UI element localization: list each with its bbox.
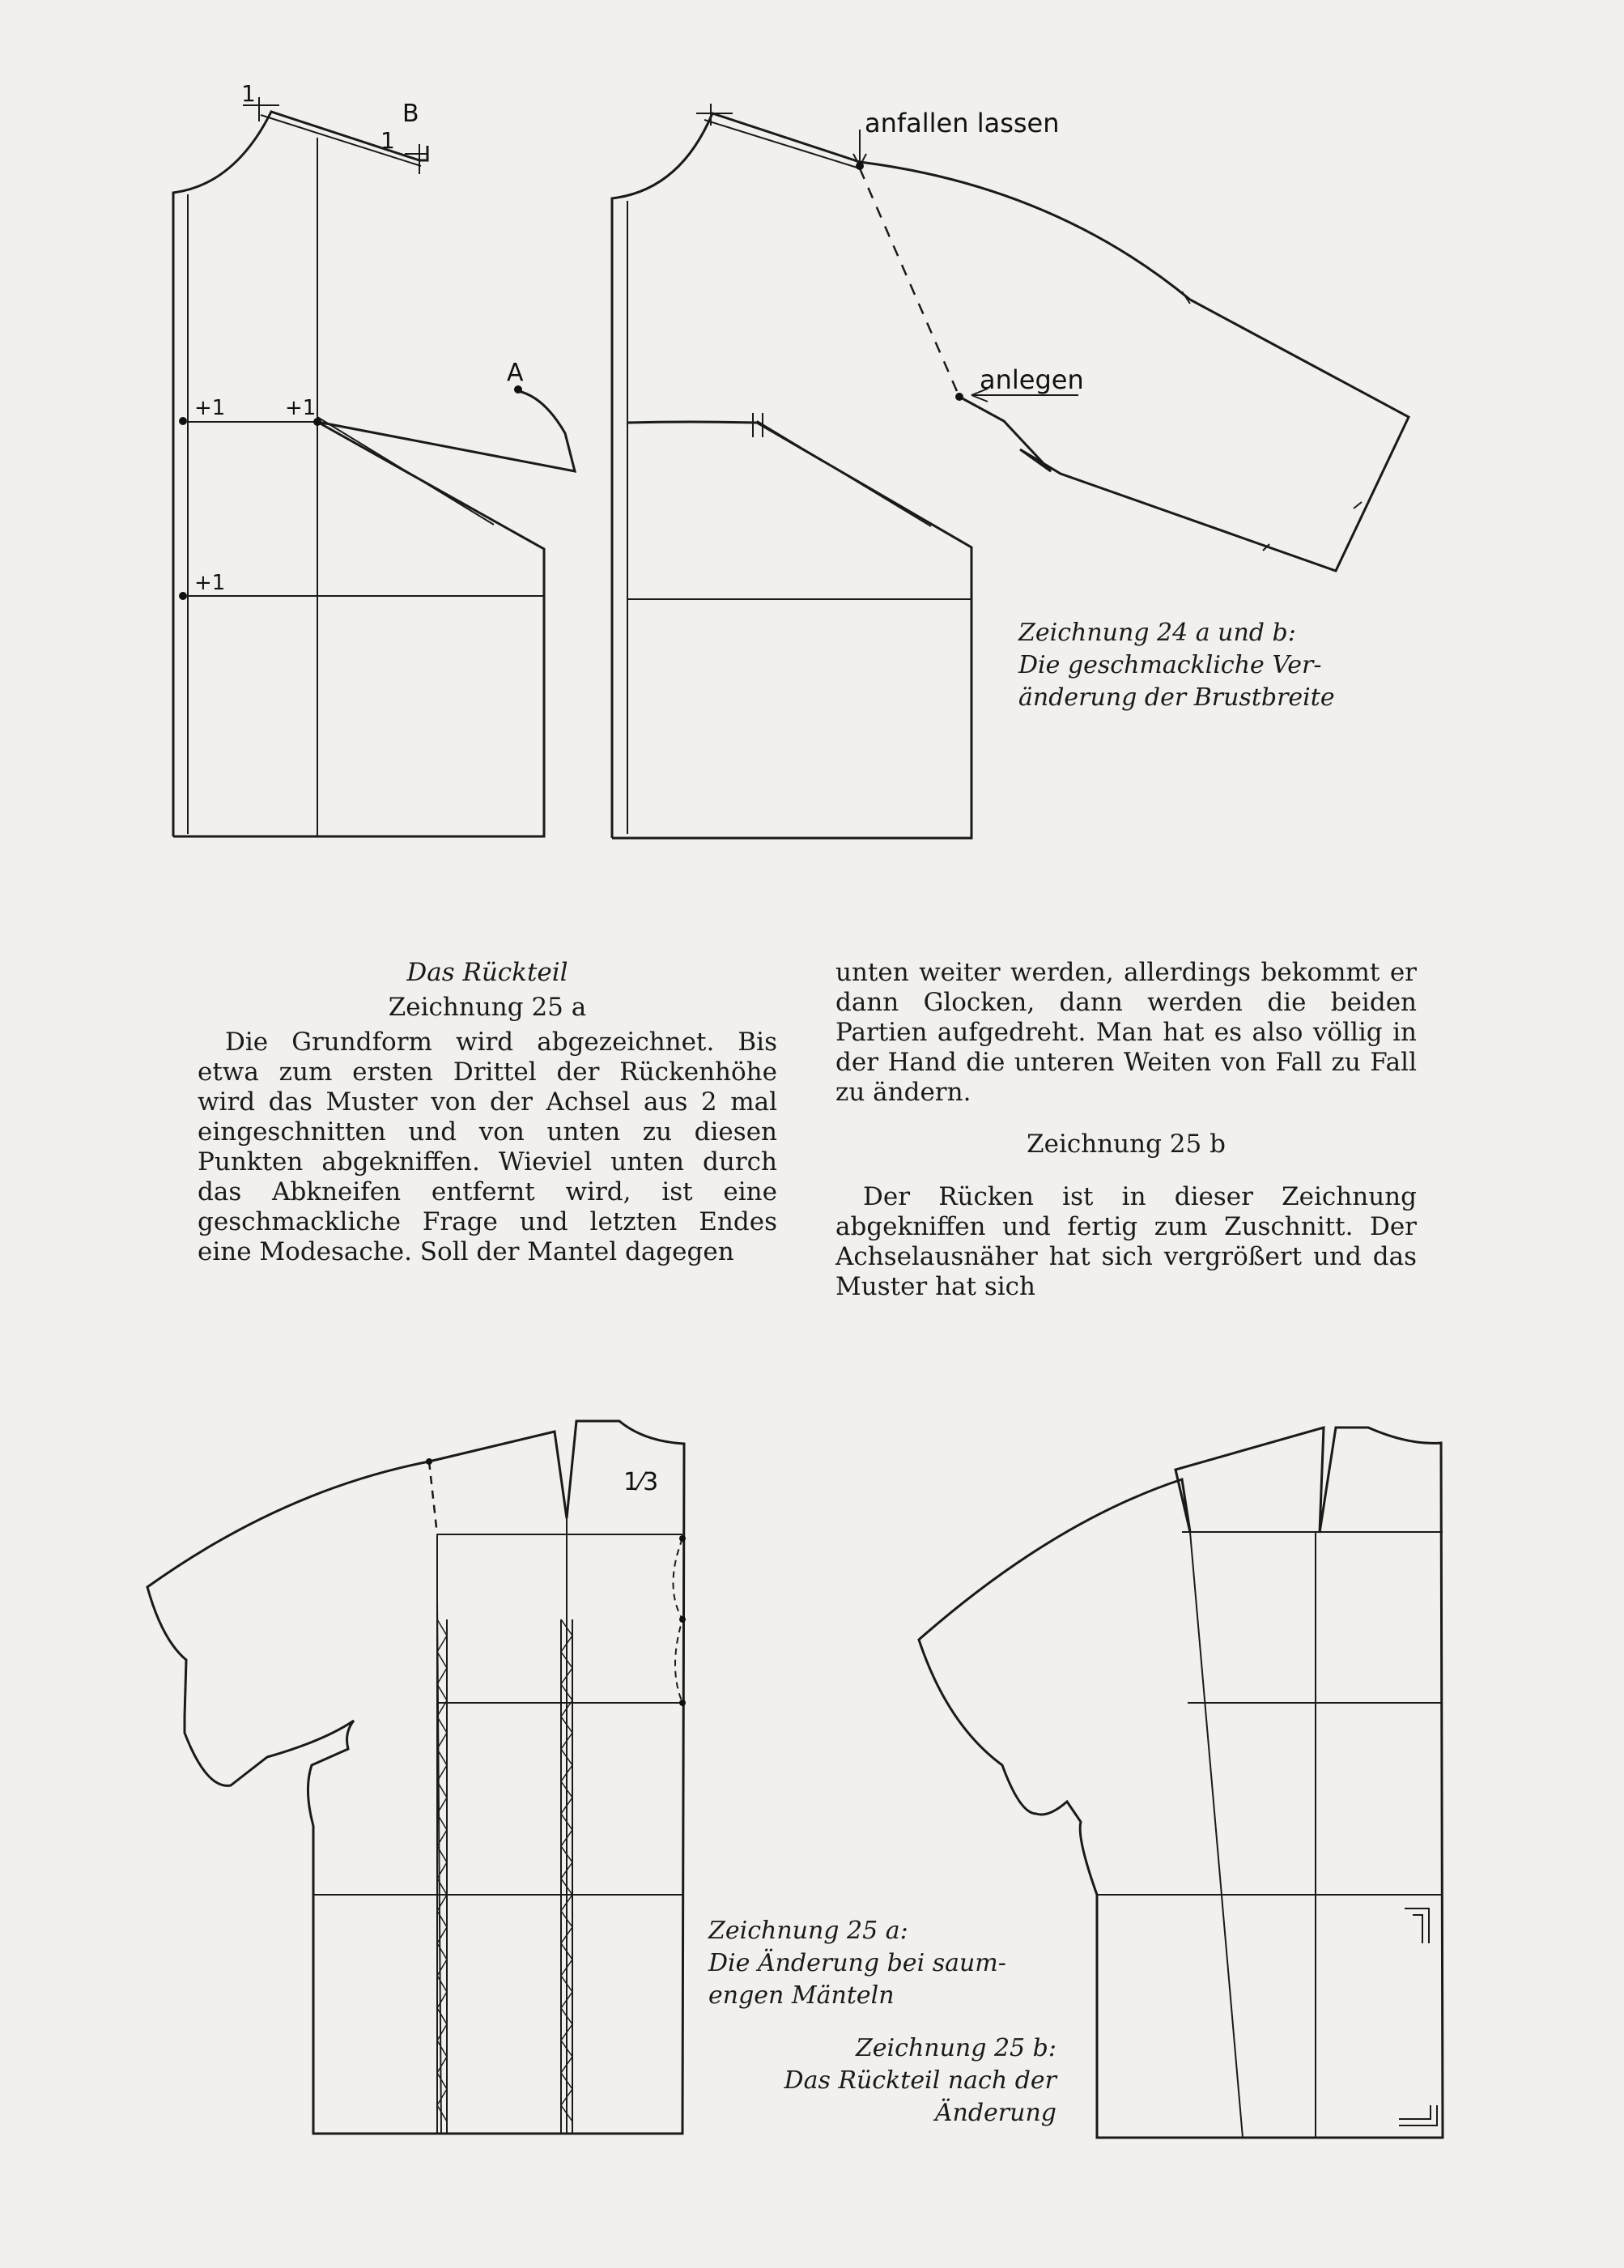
label-b: B [402, 100, 419, 128]
caption-24-line-1: Zeichnung 24 a und b: [1018, 619, 1296, 647]
label-a: A [507, 359, 524, 387]
paragraph-right-2: Der Rücken ist in dieser Zeichnung abgekniffen und fertig zum Zuschnitt. Der Achselausnäher hat sich vergrößert und das Muster hat sich [835, 1182, 1417, 1301]
label-plus1-mid: +1 [285, 396, 317, 420]
label-one-a: 1 [241, 80, 256, 107]
caption-25b-line-2: Das Rückteil nach der [784, 2066, 1056, 2095]
caption-figure-25b [753, 2032, 1056, 2130]
subheading-25b: Zeichnung 25 b [1027, 1130, 1226, 1159]
caption-25b-line-1: Zeichnung 25 b: [855, 2034, 1056, 2062]
paragraph-left: Die Grundform wird abgezeichnet. Bis etwa zum ersten Drittel der Rückenhöhe wird das Muster von der Achsel aus 2 mal eingeschnitten und von unten zu diesen Punkten abgekniffen. Wieviel unten durch das Abkneifen entfernt wird, ist eine geschmackliche Frage und letzten Endes eine Modesache. Soll der Mantel dagegen [198, 1028, 777, 1266]
label-plus1-low: +1 [194, 571, 226, 595]
caption-24-line-3: änderung der Brustbreite [1018, 683, 1335, 712]
section-heading: Das Rückteil [406, 958, 568, 987]
caption-24-line-2: Die geschmackliche Ver- [1018, 651, 1322, 679]
caption-25a-line-2: Die Änderung bei saum- [708, 1949, 1006, 1977]
label-anfallen-lassen: anfallen lassen [865, 108, 1060, 138]
caption-25a-line-1: Zeichnung 25 a: [708, 1917, 908, 1945]
caption-25b-line-3: Änderung [934, 2099, 1056, 2127]
label-one-third: 1⁄3 [623, 1468, 659, 1496]
caption-25a-line-3: engen Mänteln [708, 1981, 895, 2010]
subheading-25a: Zeichnung 25 a [388, 993, 587, 1022]
label-anlegen: anlegen [980, 364, 1084, 395]
paragraph-right-1: unten weiter werden, allerdings bekommt er dann Glocken, dann werden die beiden Partien aufgedreht. Man hat es also völlig in der Hand die unteren Weiten von Fall zu Fall zu ändern. [835, 958, 1417, 1107]
label-plus1-left: +1 [194, 396, 226, 420]
label-one-b: 1 [380, 127, 395, 154]
